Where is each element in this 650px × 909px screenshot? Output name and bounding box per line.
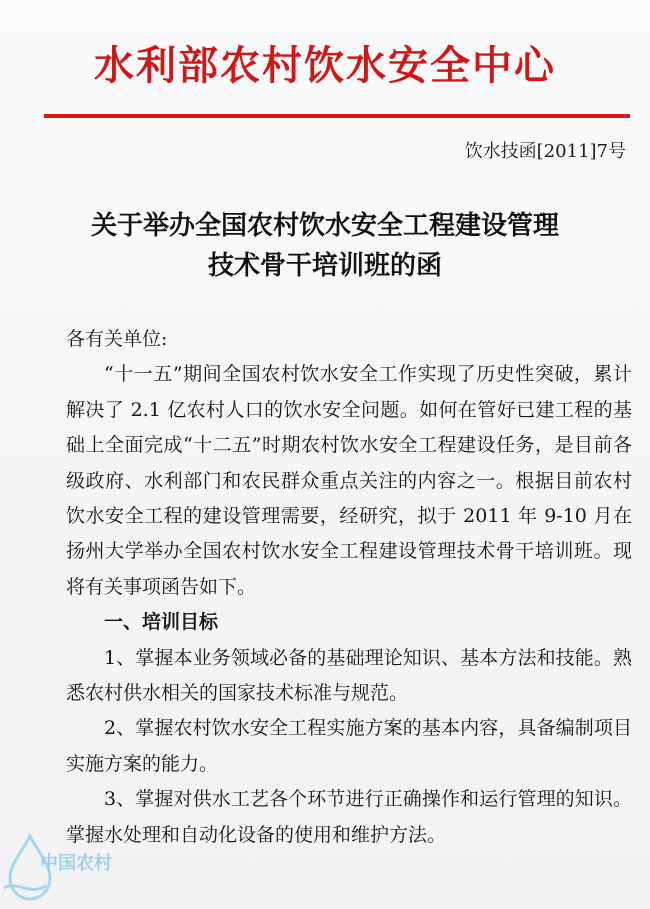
document-number: 饮水技函[2011]7号 — [464, 141, 626, 162]
title-line-1: 关于举办全国农村饮水安全工程建设管理 — [90, 211, 559, 241]
document-body — [66, 322, 632, 853]
watermark-text: 中国农村 — [40, 853, 112, 874]
goal-item-1: 1、掌握本业务领域必备的基础理论知识、基本方法和技能。熟悉农村供水相关的国家技术标准与规范。 — [66, 646, 632, 705]
goal-item-2: 2、掌握农村饮水安全工程实施方案的基本内容，具备编制项目实施方案的能力。 — [66, 717, 632, 775]
paragraph-intro: “十一五”期间全国农村饮水安全工作实现了历史性突破，累计解决了 2.1 亿农村人口的饮水安全问题。如何在管好已建工程的基础上全面完成“十二五”时期农村饮水安全工程建设任务，是目前各级政府、水利部门和农民群众重点关注的内容之一。根据目前农村饮水安全工程的建设管理需要，经研究，拟于 2011 年 9-10 月在扬州大学举办全国农村饮水安全工程建设管理技术骨干培训班。现将有关事项函告如下。 — [66, 363, 632, 598]
salutation: 各有关单位: — [66, 328, 168, 350]
letterhead-org-name: 水利部农村饮水安全中心 — [94, 43, 556, 89]
letterhead-red-rule — [44, 114, 630, 118]
title-line-2: 技术骨干培训班的函 — [207, 251, 442, 281]
document-title — [0, 206, 650, 286]
section-heading-training-goals: 一、培训目标 — [104, 611, 219, 634]
goal-item-3: 3、掌握对供水工艺各个环节进行正确操作和运行管理的知识。掌握水处理和自动化设备的使用和维护方法。 — [66, 788, 632, 846]
water-drop-logo-icon — [0, 830, 60, 905]
